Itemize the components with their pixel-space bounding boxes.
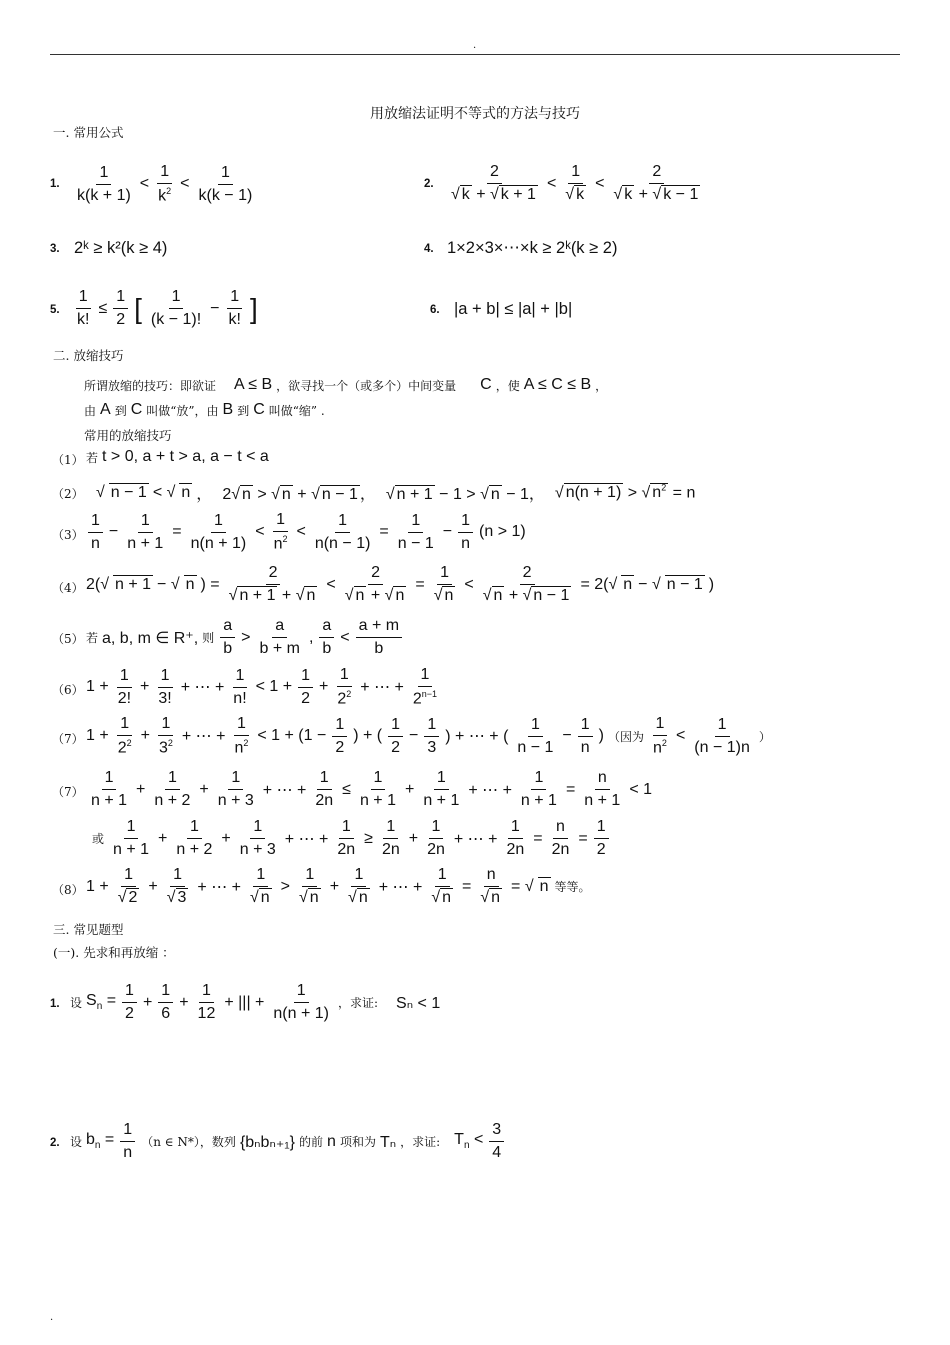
- formula-1-number: 1.: [50, 178, 60, 190]
- technique-8: 1 + 1 √ 2 + 1 √ 3 + ⋯ + 1 √ n > 1 √ n + 1 √ n + ⋯ + 1 √ n = n √ n = √ n 等等。: [86, 866, 591, 906]
- common-techniques-label: 常用的放缩技巧: [84, 428, 172, 443]
- technique-7b-alt: 或 1 n + 1 + 1 n + 2 + 1 n + 3 + ⋯ + 1 2n ≥ 1 2n + 1 2n + ⋯ + 1 2n = n 2n = 1 2: [92, 818, 611, 859]
- footer-dot: .: [50, 1312, 54, 1323]
- technique-7b-label: （7）: [52, 785, 84, 799]
- technique-5-label: （5）: [52, 632, 84, 646]
- formula-4: 1×2×3×⋯×k ≥ 2ᵏ(k ≥ 2): [447, 239, 618, 257]
- section-2-heading: 二. 放缩技巧: [53, 348, 124, 363]
- technique-6: 1 + 1 2! + 1 3! + ⋯ + 1 n! < 1 + 1 2 + 1 $2^2$ + ⋯ + 1 $2^{n-1}$: [86, 666, 438, 708]
- header-rule: [50, 54, 900, 55]
- technique-6-label: （6）: [52, 683, 84, 697]
- formula-2-number: 2.: [424, 178, 434, 190]
- technique-1: 若 t > 0, a + t > a, a − t < a: [86, 448, 269, 465]
- technique-8-label: （8）: [52, 883, 84, 897]
- technique-2: √ n − 1 < √ n ， 2√ n > √ n + √ n − 1 ， √ n + 1 − 1 > √ n − 1， √ n(n + 1) > √ $n^2 = n$: [96, 482, 696, 503]
- page-title: 用放缩法证明不等式的方法与技巧: [370, 106, 580, 122]
- technique-7-label: （7）: [52, 732, 84, 746]
- formula-6-number: 6.: [430, 304, 440, 316]
- formula-1: 1 k(k + 1) < 1 $k^2$ < 1 k(k − 1): [77, 163, 253, 205]
- problem-2-number: 2.: [50, 1137, 60, 1149]
- technique-3-label: （3）: [52, 528, 84, 542]
- technique-intro-line-2: 由 A 到 C 叫做“放”，由 B 到 C 叫做“缩” .: [84, 401, 325, 418]
- technique-1-label: （1）: [52, 453, 84, 467]
- technique-4: 2(√ n + 1 − √ n ) = 2 √ n + 1 + √ n < 2 √ n + √ n = 1 √ n < 2 √ n + √ n − 1 = 2(√ n − √ n − 1 ): [86, 564, 715, 604]
- formula-3: 2ᵏ ≥ k²(k ≥ 4): [74, 239, 168, 257]
- problem-2: 设 $b_n$ = $\frac{1}{n}$ （n ∈ N*），数列 {bₙbₙ₊₁} 的前 n 项和为 Tₙ ，求证: $T_n$ < 3 4: [70, 1121, 506, 1162]
- section-3-subheading: (一). 先求和再放缩 ：: [53, 945, 175, 960]
- problem-1-number: 1.: [50, 998, 60, 1010]
- formula-5: 1 k! ≤ 1 2 [ 1 (k − 1)! − 1 k! ]: [77, 288, 258, 328]
- technique-7: 1 + 1 $2^2$ + 1 $3^2$ + ⋯ + 1 $n^2$ < 1 + (1 − 1 2 ) + ( 1 2 − 1 3 ) + ⋯ + ( 1 n − 1 − 1 n ) （因为 1 $n^2$ < 1 (n − 1)n ）: [86, 715, 771, 757]
- section-1-heading: 一. 常用公式: [53, 125, 124, 140]
- technique-4-label: （4）: [52, 581, 84, 595]
- formula-3-number: 3.: [50, 243, 60, 255]
- formula-6: |a + b| ≤ |a| + |b|: [454, 300, 573, 318]
- formula-2: 2 √ k + √ k + 1 < 1 √ k < 2 √ k + √ k − 1: [451, 163, 699, 203]
- technique-5: 若 a, b, m ∈ R⁺, 则 a b > a b + m , a b < a + m b: [86, 617, 404, 658]
- technique-7b: 1 n + 1 + 1 n + 2 + 1 n + 3 + ⋯ + 1 2n ≤ 1 n + 1 + 1 n + 1 + ⋯ + 1 n + 1 = n n + 1 < 1: [91, 769, 653, 809]
- header-dot: .: [473, 40, 477, 51]
- section-3-heading: 三. 常见题型: [53, 922, 124, 937]
- technique-2-label: （2）: [52, 487, 84, 501]
- technique-intro-line-1: 所谓放缩的技巧：即欲证 A ≤ B ，欲寻找一个（或多个）中间变量 C ，使 A ≤ C ≤ B ，: [84, 376, 608, 393]
- problem-1: 设 $S_n$ = $\frac{1}{2}$ + 1 6 + 1 12 + ||| + 1 n(n + 1) ，求证: Sₙ < 1: [70, 982, 441, 1022]
- formula-4-number: 4.: [424, 243, 434, 255]
- formula-5-number: 5.: [50, 304, 60, 316]
- technique-3: 1 n − 1 n + 1 = 1 n(n + 1) < 1 $n^2$ < 1 n(n − 1) = 1 n − 1 − 1 n (n > 1): [86, 511, 526, 553]
